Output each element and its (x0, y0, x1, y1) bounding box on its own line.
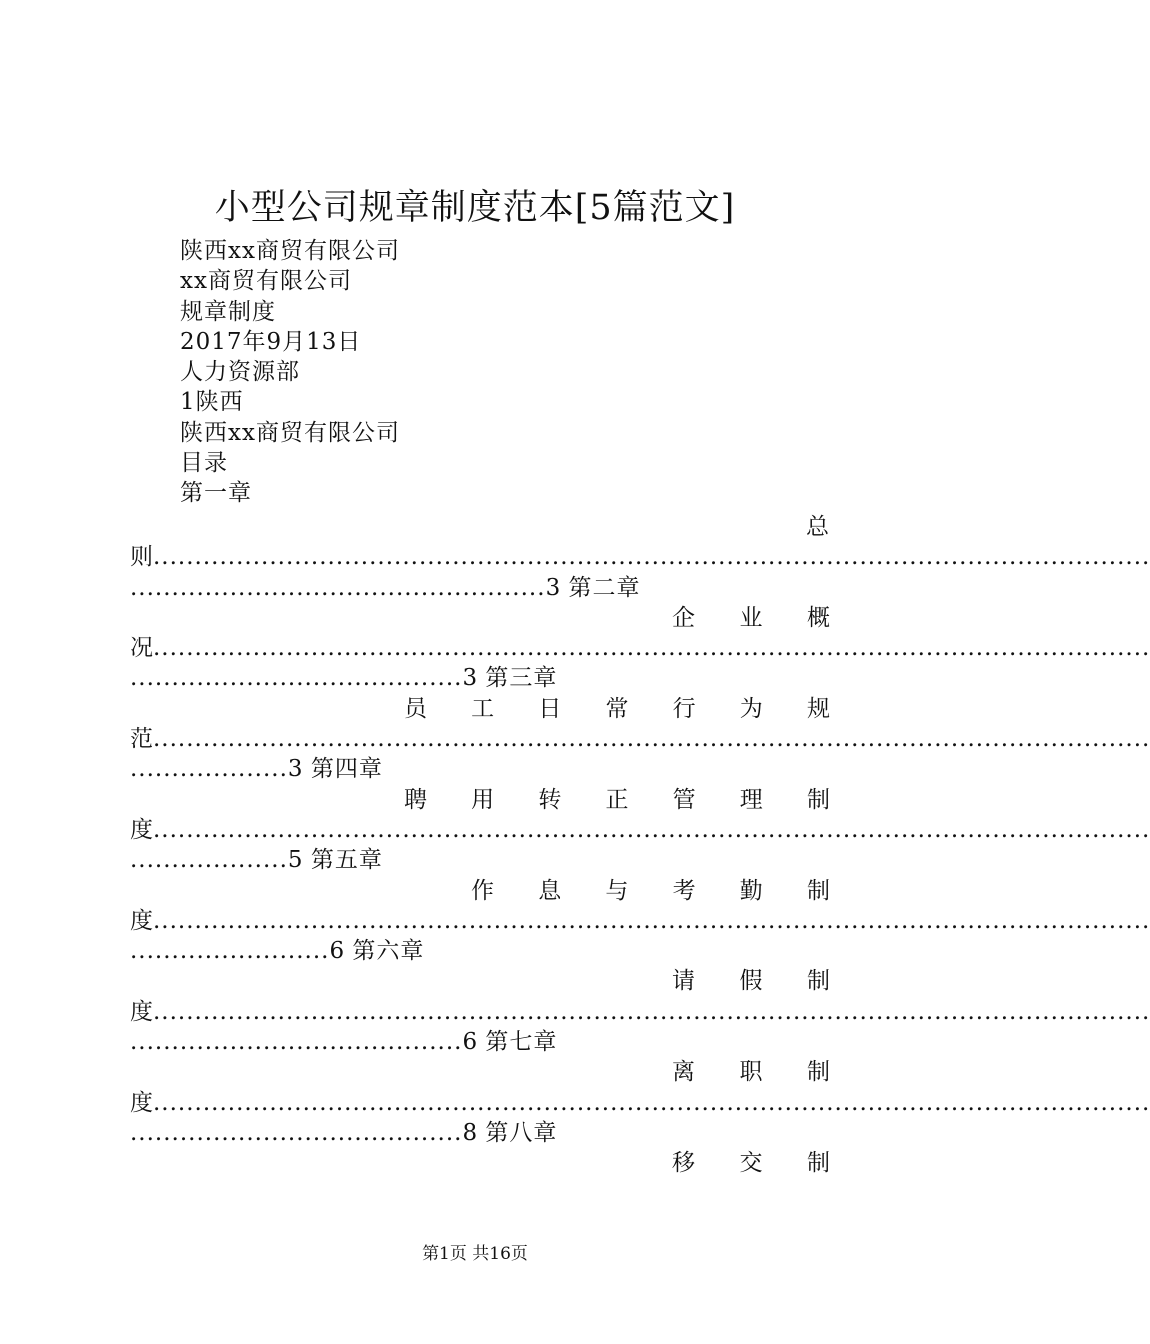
toc-next-chapter: 第七章 (477, 1029, 558, 1056)
toc-heading-char: 转 (538, 786, 562, 813)
toc-heading-char: 与 (605, 877, 629, 904)
toc-next-chapter: 第六章 (344, 938, 425, 965)
toc-heading-char: 员 (404, 695, 427, 722)
toc-heading-char: 交 (739, 1150, 763, 1177)
toc-leader-line (130, 542, 1150, 572)
toc-page-number: 3 (287, 756, 303, 783)
toc-next-chapter: 第二章 (560, 574, 641, 601)
meta-line: 人力资源部 (180, 359, 300, 386)
toc-leader-line (130, 1088, 1150, 1118)
toc-next-chapter: 第四章 (302, 756, 383, 783)
toc-heading-char: 制 (806, 786, 830, 813)
toc-heading-last-char: 度 (130, 816, 153, 843)
dot-leader: ........................................................................................................................ (153, 1089, 1150, 1116)
toc-page-line (130, 1118, 830, 1148)
toc-heading-char: 制 (807, 968, 830, 995)
dot-leader: ........................................................................................................................ (153, 816, 1150, 843)
dot-leader: ........................................ (130, 1119, 463, 1146)
toc-heading-char: 管 (672, 786, 696, 813)
toc-heading (471, 876, 830, 906)
toc-heading (672, 1057, 830, 1087)
toc-heading-last-char: 度 (130, 907, 153, 934)
toc-heading-last-char: 况 (130, 635, 153, 662)
toc-heading-char: 企 (672, 604, 695, 631)
dot-leader: ........................................................................................................................ (153, 635, 1150, 662)
toc-page-line (130, 936, 830, 966)
toc-next-chapter: 第八章 (477, 1119, 558, 1146)
toc-heading-last-char: 则 (130, 544, 153, 571)
toc-heading-char: 请 (672, 968, 695, 995)
toc-heading-char: 制 (806, 877, 830, 904)
document-meta (180, 236, 400, 509)
dot-leader: ........................ (130, 938, 330, 965)
toc-page-line (130, 754, 830, 784)
toc-leader-line (130, 997, 1150, 1027)
toc-heading-char: 为 (739, 695, 763, 722)
meta-line: 规章制度 (180, 298, 276, 325)
table-of-contents (130, 512, 1150, 1179)
toc-heading (672, 966, 830, 996)
toc-heading (404, 694, 830, 724)
dot-leader: ................... (130, 756, 288, 783)
toc-heading-char: 移 (672, 1150, 695, 1177)
toc-heading-char: 规 (806, 695, 830, 722)
dot-leader: ........................................................................................................................ (153, 907, 1150, 934)
toc-heading-char: 作 (471, 877, 494, 904)
meta-line: xx商贸有限公司 (180, 268, 352, 295)
toc-heading-char: 行 (672, 695, 696, 722)
toc-heading (672, 1148, 830, 1178)
toc-entry (130, 1057, 1150, 1148)
toc-heading-char: 概 (807, 604, 830, 631)
toc-heading-char: 理 (739, 786, 763, 813)
toc-heading-last-char: 范 (130, 726, 153, 753)
toc-page-line (130, 573, 830, 603)
toc-heading (806, 512, 830, 542)
toc-heading-char: 工 (471, 695, 495, 722)
toc-heading (404, 785, 830, 815)
toc-heading-char: 离 (672, 1059, 695, 1086)
page-footer: 第1页 共16页 (422, 1244, 528, 1264)
document-title: 小型公司规章制度范本[5篇范文] (214, 188, 736, 228)
toc-entry (130, 1148, 830, 1178)
toc-heading-last-char: 度 (130, 998, 153, 1025)
toc-entry (130, 603, 1150, 694)
toc-entry (130, 694, 1150, 785)
toc-page-line (130, 1027, 830, 1057)
toc-next-chapter: 第五章 (302, 847, 383, 874)
toc-heading-char: 制 (807, 1150, 830, 1177)
dot-leader: ................... (130, 847, 288, 874)
toc-entry (130, 512, 1150, 603)
dot-leader: .................................................. (130, 574, 546, 601)
toc-heading-char: 业 (739, 604, 763, 631)
meta-line: 2017年9月13日 (180, 328, 362, 355)
toc-page-number: 6 (329, 938, 345, 965)
toc-page-number: 5 (287, 847, 303, 874)
toc-heading-char: 职 (739, 1059, 763, 1086)
toc-page-number: 8 (462, 1119, 478, 1146)
toc-heading-char: 用 (471, 786, 495, 813)
toc-entry (130, 785, 1150, 876)
toc-page-number: 3 (462, 665, 478, 692)
toc-heading-char: 常 (605, 695, 629, 722)
toc-heading-last-char: 度 (130, 1089, 153, 1116)
toc-leader-line (130, 906, 1150, 936)
toc-leader-line (130, 724, 1150, 754)
dot-leader: ........................................ (130, 1029, 463, 1056)
toc-page-number: 3 (545, 574, 561, 601)
dot-leader: ........................................................................................................................ (153, 998, 1150, 1025)
dot-leader: ........................................ (130, 665, 463, 692)
toc-heading-char: 日 (538, 695, 562, 722)
meta-line: 陕西xx商贸有限公司 (180, 238, 400, 264)
meta-line: 第一章 (180, 480, 252, 507)
toc-entry (130, 876, 1150, 967)
meta-line: 1陕西 (180, 389, 244, 416)
toc-heading-char: 假 (739, 968, 763, 995)
toc-leader-line (130, 633, 1150, 663)
toc-heading-char: 总 (806, 514, 829, 540)
toc-heading-char: 正 (605, 786, 629, 813)
toc-page-line (130, 663, 830, 693)
toc-entry (130, 966, 1150, 1057)
toc-heading-char: 考 (672, 877, 696, 904)
toc-heading-char: 聘 (404, 786, 427, 813)
toc-heading-char: 制 (807, 1059, 830, 1086)
toc-next-chapter: 第三章 (477, 665, 558, 692)
toc-heading (672, 603, 830, 633)
toc-heading-char: 勤 (739, 877, 763, 904)
toc-heading-char: 息 (538, 877, 562, 904)
meta-line: 目录 (180, 450, 228, 477)
meta-line: 陕西xx商贸有限公司 (180, 419, 400, 446)
toc-page-number: 6 (462, 1029, 478, 1056)
dot-leader: ........................................................................................................................ (153, 544, 1150, 571)
dot-leader: ........................................................................................................................ (153, 726, 1150, 753)
toc-page-line (130, 845, 830, 875)
toc-leader-line (130, 815, 1150, 845)
